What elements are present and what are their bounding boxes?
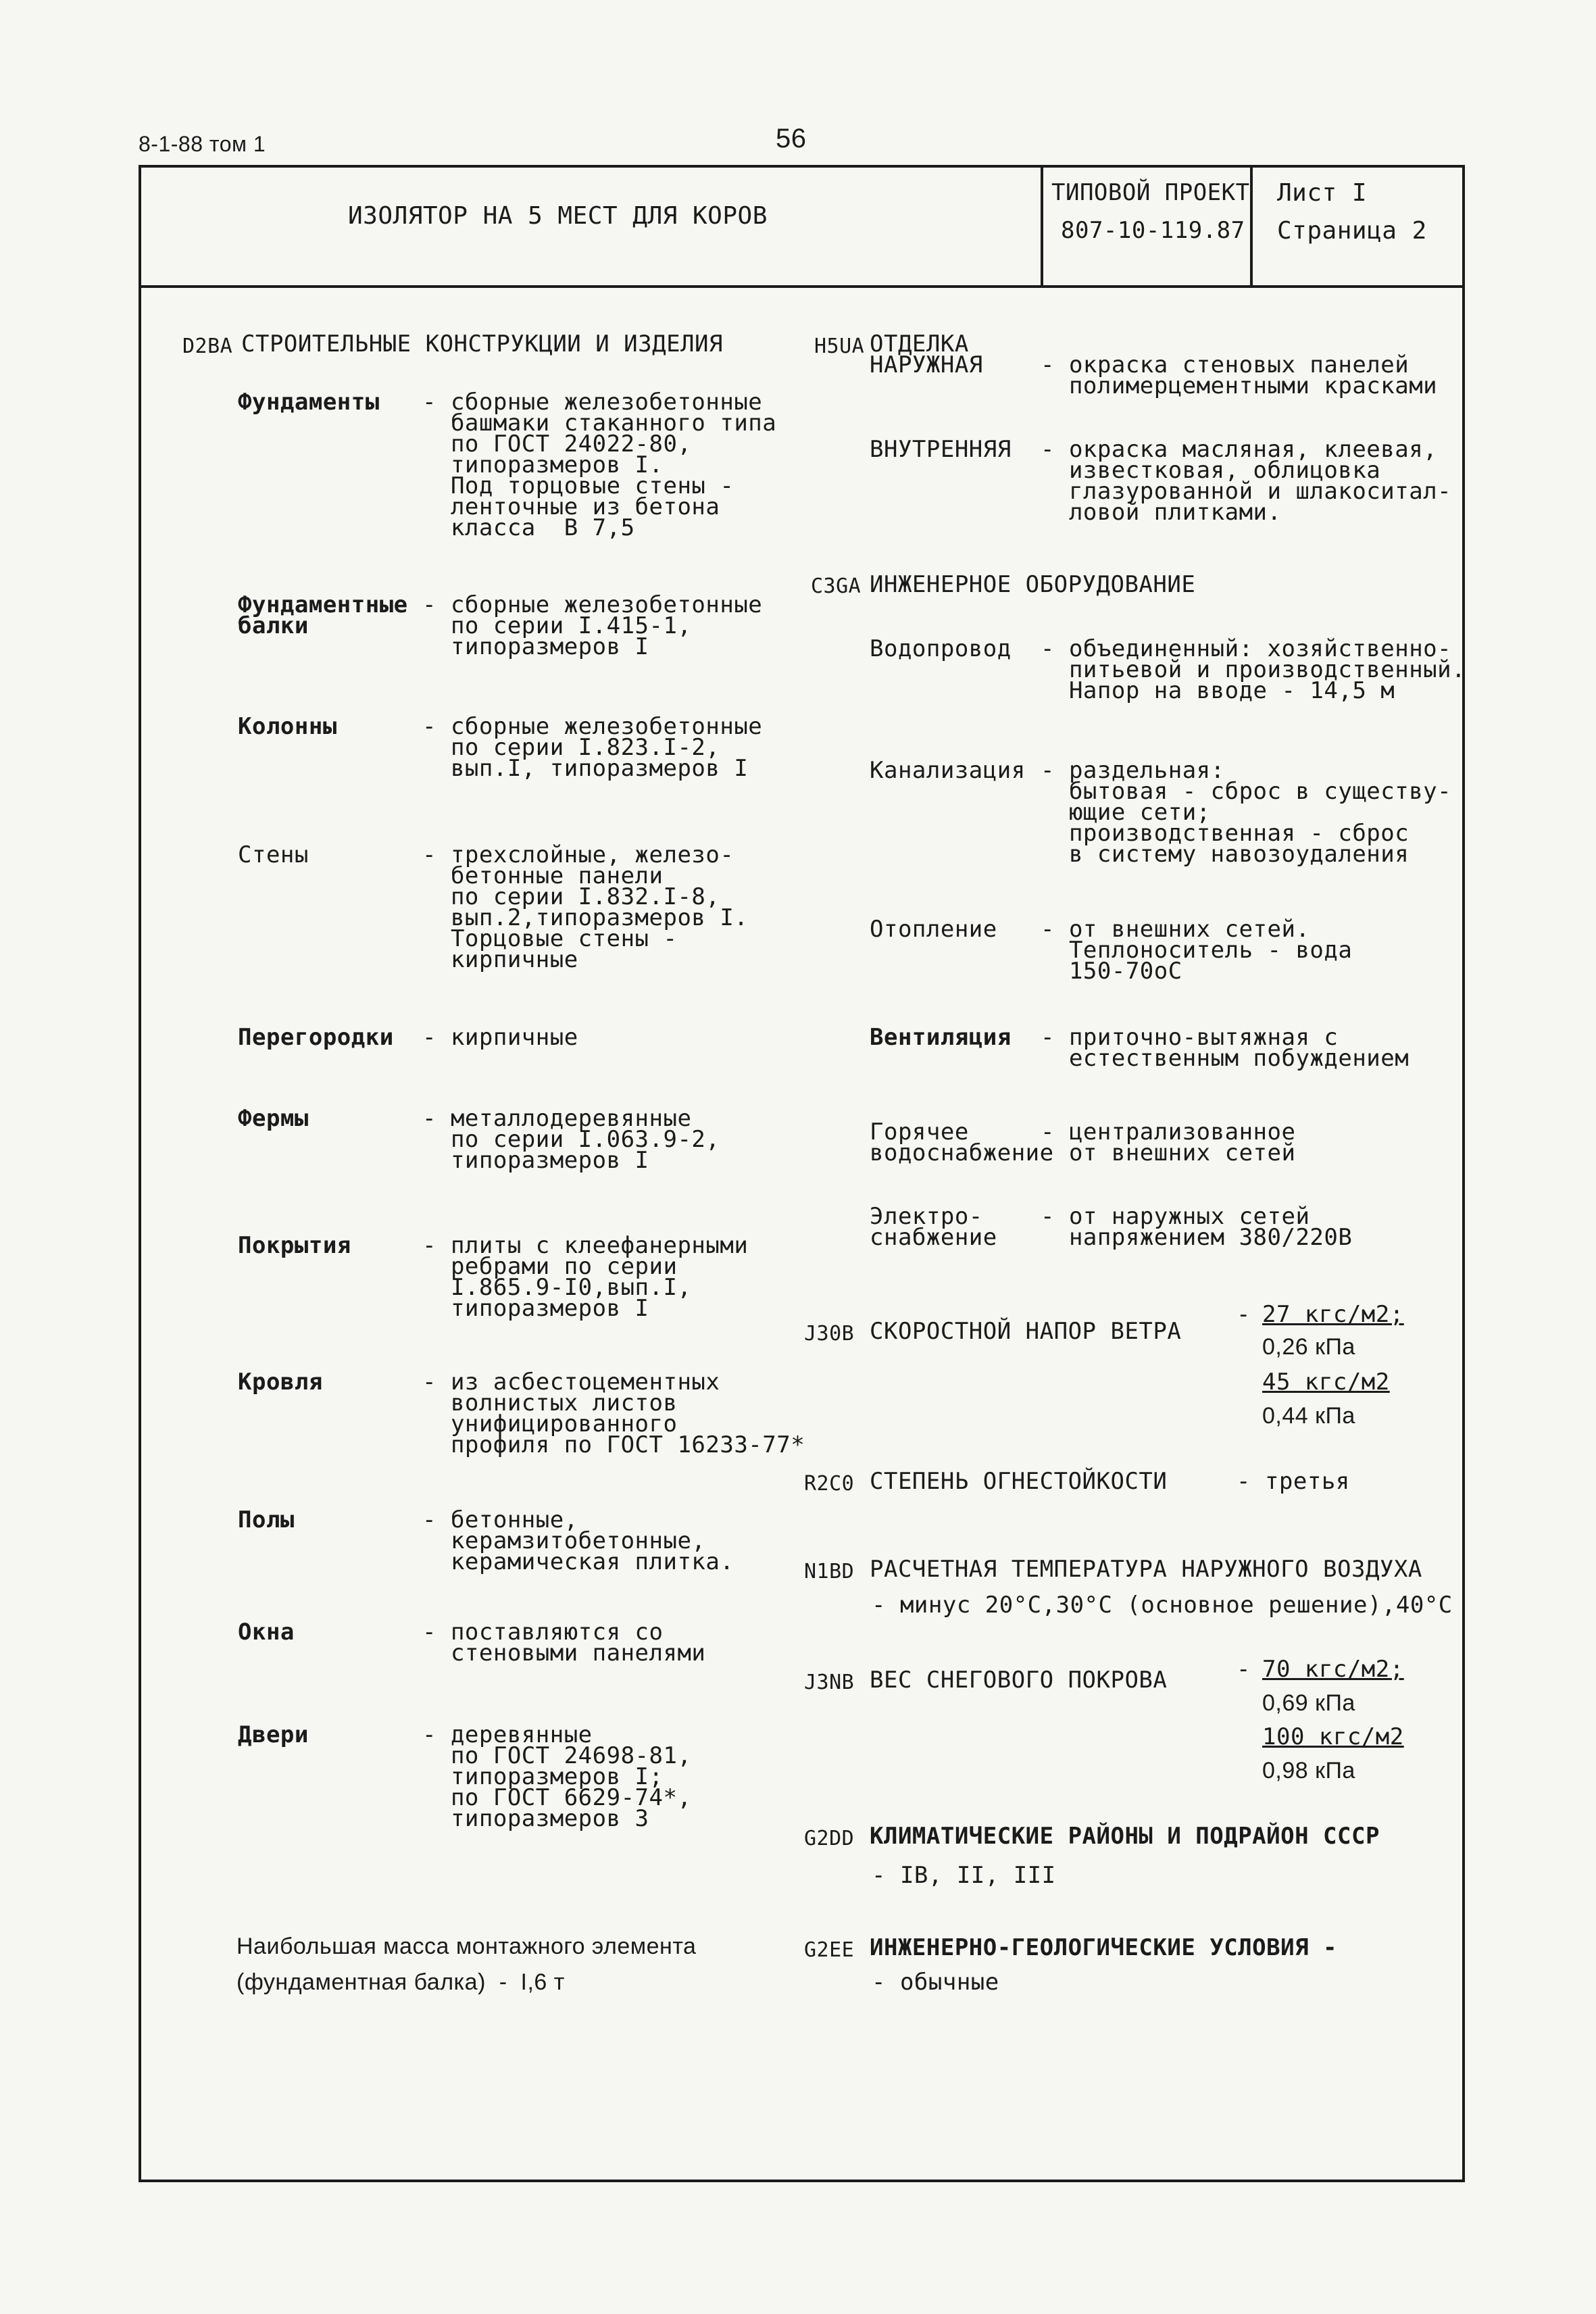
finish-outer-text-2: полимерцементными красками <box>1041 372 1438 399</box>
item-label-partitions: Перегородки <box>238 1024 394 1051</box>
snow-value-2: 0,69 кПа <box>1262 1690 1355 1716</box>
finish-inner-text-3: глазурованной и шлакоситал- <box>1041 478 1452 505</box>
geo-code: G2EE <box>804 1938 855 1962</box>
wind-dash: - <box>1237 1301 1251 1328</box>
section-title-structures: СТРОИТЕЛЬНЫЕ КОНСТРУКЦИИ И ИЗДЕЛИЯ <box>241 330 723 358</box>
wind-value-2: 0,26 кПа <box>1262 1334 1355 1360</box>
item-label-roofing: Кровля <box>238 1369 323 1396</box>
eq-text-sewerage-3: ющие сети; <box>1041 799 1211 826</box>
title-block-divider <box>139 285 1465 288</box>
wind-value-4: 0,44 кПа <box>1262 1403 1355 1429</box>
geo-title: ИНЖЕНЕРНО-ГЕОЛОГИЧЕСКИЕ УСЛОВИЯ - <box>870 1934 1338 1961</box>
item-label-trusses: Фермы <box>238 1105 309 1132</box>
item-text-foundation-beams-2: по серии I.415-1, <box>422 612 692 639</box>
item-text-columns-2: по серии I.823.I-2, <box>422 734 720 761</box>
item-text-foundations-2: башмаки стаканного типа <box>422 410 777 437</box>
series-reference: 8-1-88 том 1 <box>139 132 266 156</box>
item-text-roofing-3: унифицированного <box>422 1410 678 1437</box>
snow-value-1: 70 кгс/м2; <box>1262 1656 1404 1683</box>
eq-text-water-supply-3: Напор на вводе - 14,5 м <box>1041 677 1395 704</box>
eq-text-power-supply-2: напряжением 380/220В <box>1041 1224 1353 1251</box>
geo-value: - обычные <box>872 1969 999 1996</box>
item-label-floors: Полы <box>238 1506 295 1533</box>
item-text-windows-1: - поставляются со <box>422 1619 664 1646</box>
item-text-doors-5: типоразмеров 3 <box>422 1805 649 1832</box>
temp-title: РАСЧЕТНАЯ ТЕМПЕРАТУРА НАРУЖНОГО ВОЗДУХА <box>870 1556 1422 1583</box>
eq-text-heating-3: 150-70оС <box>1041 958 1182 985</box>
item-text-roof-covering-1: - плиты с клеефанерными <box>422 1232 749 1259</box>
eq-label-ventilation: Вентиляция <box>870 1024 1012 1051</box>
finish-code: H5UA <box>814 335 865 358</box>
item-label-columns: Колонны <box>238 713 337 740</box>
item-label-foundations: Фундаменты <box>238 389 380 416</box>
eq-label-heating: Отопление <box>870 916 997 943</box>
finish-inner-text-1: - окраска масляная, клеевая, <box>1041 436 1438 463</box>
eq-text-water-supply-2: питьевой и производственный. <box>1041 656 1466 683</box>
equipment-code: C3GA <box>811 574 862 598</box>
eq-text-ventilation-1: - приточно-вытяжная с <box>1041 1024 1339 1051</box>
item-text-foundation-beams-3: типоразмеров I <box>422 633 649 660</box>
eq-text-hot-water-1: - централизованное <box>1041 1118 1296 1146</box>
eq-text-hot-water-2: от внешних сетей <box>1041 1139 1296 1166</box>
equipment-title: ИНЖЕНЕРНОЕ ОБОРУДОВАНИЕ <box>870 571 1196 598</box>
item-text-partitions-1: - кирпичные <box>422 1024 578 1051</box>
item-text-foundations-7: класса В 7,5 <box>422 514 635 541</box>
item-text-trusses-2: по серии I.063.9-2, <box>422 1126 720 1153</box>
item-text-roof-covering-3: I.865.9-I0,вып.I, <box>422 1274 692 1301</box>
finish-inner-text-2: известковая, облицовка <box>1041 457 1381 484</box>
item-text-walls-5: Торцовые стены - <box>422 925 678 952</box>
fire-title: СТЕПЕНЬ ОГНЕСТОЙКОСТИ <box>870 1468 1168 1495</box>
item-text-walls-4: вып.2,типоразмеров I. <box>422 904 749 931</box>
wind-title: СКОРОСТНОЙ НАПОР ВЕТРА <box>870 1318 1182 1345</box>
max-mass-line-1: Наибольшая масса монтажного элемента <box>236 1934 697 1959</box>
climate-title: КЛИМАТИЧЕСКИЕ РАЙОНЫ И ПОДРАЙОН СССР <box>870 1823 1380 1850</box>
eq-text-water-supply-1: - объединенный: хозяйственно- <box>1041 635 1452 662</box>
page-number: 56 <box>776 124 807 153</box>
max-mass-line-2: (фундаментная балка) - I,6 т <box>236 1969 565 1995</box>
page-label: Страница 2 <box>1277 217 1427 245</box>
climate-code: G2DD <box>804 1827 855 1850</box>
finish-outer-label: НАРУЖНАЯ <box>870 351 983 378</box>
item-label-walls: Стены <box>238 841 309 868</box>
eq-text-heating-2: Теплоноситель - вода <box>1041 937 1353 964</box>
finish-title: ОТДЕЛКА <box>870 330 969 358</box>
item-text-columns-1: - сборные железобетонные <box>422 713 763 740</box>
item-text-roof-covering-2: ребрами по серии <box>422 1253 678 1280</box>
eq-text-ventilation-2: естественным побуждением <box>1041 1045 1410 1072</box>
fire-code: R2C0 <box>804 1472 855 1496</box>
item-label-doors: Двери <box>238 1721 309 1748</box>
item-label-foundation-beams: Фундаментные балки <box>238 591 408 639</box>
item-text-foundations-5: Под торцовые стены - <box>422 472 734 499</box>
finish-outer-text-1: - окраска стеновых панелей <box>1041 351 1410 378</box>
document-title: ИЗОЛЯТОР НА 5 МЕСТ ДЛЯ КОРОВ <box>348 202 768 230</box>
item-text-doors-4: по ГОСТ 6629-74*, <box>422 1784 692 1811</box>
snow-value-3: 100 кгс/м2 <box>1262 1723 1404 1750</box>
eq-label-water-supply: Водопровод <box>870 635 1012 662</box>
item-text-floors-2: керамзитобетонные, <box>422 1527 706 1554</box>
item-text-foundations-1: - сборные железобетонные <box>422 389 763 416</box>
finish-inner-label: ВНУТРЕННЯЯ <box>870 436 1012 463</box>
item-text-walls-3: по серии I.832.I-8, <box>422 883 720 910</box>
wind-code: J30B <box>804 1322 855 1346</box>
title-block-separator-1 <box>1041 165 1043 288</box>
eq-label-hot-water: Горячее водоснабжение <box>870 1118 1054 1166</box>
item-label-roof-covering: Покрытия <box>238 1232 351 1259</box>
item-text-trusses-1: - металлодеревянные <box>422 1105 692 1132</box>
eq-text-sewerage-5: в систему навозоудаления <box>1041 841 1410 868</box>
item-text-trusses-3: типоразмеров I <box>422 1147 649 1174</box>
project-label: ТИПОВОЙ ПРОЕКТ <box>1051 179 1250 206</box>
climate-value: - IВ, II, III <box>872 1862 1056 1889</box>
item-text-foundations-4: типоразмеров I. <box>422 451 664 478</box>
item-text-doors-2: по ГОСТ 24698-81, <box>422 1742 692 1769</box>
fire-value: - третья <box>1237 1468 1350 1495</box>
project-number: 807-10-119.87 <box>1061 217 1245 244</box>
item-text-foundations-3: по ГОСТ 24022-80, <box>422 430 692 458</box>
section-code-d2ba: D2BA <box>182 335 233 358</box>
item-text-foundations-6: ленточные из бетона <box>422 493 720 520</box>
item-text-doors-1: - деревянные <box>422 1721 593 1748</box>
temp-value: - минус 20°С,30°С (основное решение),40°С <box>872 1592 1453 1619</box>
wind-value-3: 45 кгс/м2 <box>1262 1369 1390 1396</box>
item-text-roofing-1: - из асбестоцементных <box>422 1369 720 1396</box>
item-text-doors-3: типоразмеров I; <box>422 1763 664 1790</box>
eq-text-power-supply-1: - от наружных сетей <box>1041 1203 1310 1230</box>
item-text-roof-covering-4: типоразмеров I <box>422 1295 649 1322</box>
wind-value-1: 27 кгс/м2; <box>1262 1301 1404 1328</box>
finish-inner-text-4: ловой плитками. <box>1041 499 1282 526</box>
title-block-separator-2 <box>1250 165 1253 288</box>
item-text-floors-3: керамическая плитка. <box>422 1548 734 1575</box>
eq-text-heating-1: - от внешних сетей. <box>1041 916 1310 943</box>
eq-text-sewerage-1: - раздельная: <box>1041 757 1225 784</box>
eq-text-sewerage-2: бытовая - сброс в существу- <box>1041 778 1452 805</box>
item-text-foundation-beams-1: - сборные железобетонные <box>422 591 763 618</box>
item-text-windows-2: стеновыми панелями <box>422 1640 706 1667</box>
item-text-walls-1: - трехслойные, железо- <box>422 841 734 868</box>
eq-label-power-supply: Электро- снабжение <box>870 1203 997 1251</box>
item-label-windows: Окна <box>238 1619 295 1646</box>
snow-title: ВЕС СНЕГОВОГО ПОКРОВА <box>870 1667 1168 1694</box>
item-text-walls-2: бетонные панели <box>422 862 664 889</box>
eq-text-sewerage-4: производственная - сброс <box>1041 820 1410 847</box>
temp-code: N1BD <box>804 1560 855 1583</box>
item-text-columns-3: вып.I, типоразмеров I <box>422 755 749 782</box>
eq-label-sewerage: Канализация <box>870 757 1026 784</box>
snow-code: J3NB <box>804 1671 855 1694</box>
item-text-roofing-4: профиля по ГОСТ 16233-77* <box>422 1431 805 1458</box>
item-text-roofing-2: волнистых листов <box>422 1389 678 1417</box>
snow-dash: - <box>1237 1656 1251 1683</box>
sheet-label: Лист I <box>1277 179 1368 207</box>
item-text-floors-1: - бетонные, <box>422 1506 578 1533</box>
item-text-walls-6: кирпичные <box>422 946 578 973</box>
snow-value-4: 0,98 кПа <box>1262 1758 1355 1783</box>
